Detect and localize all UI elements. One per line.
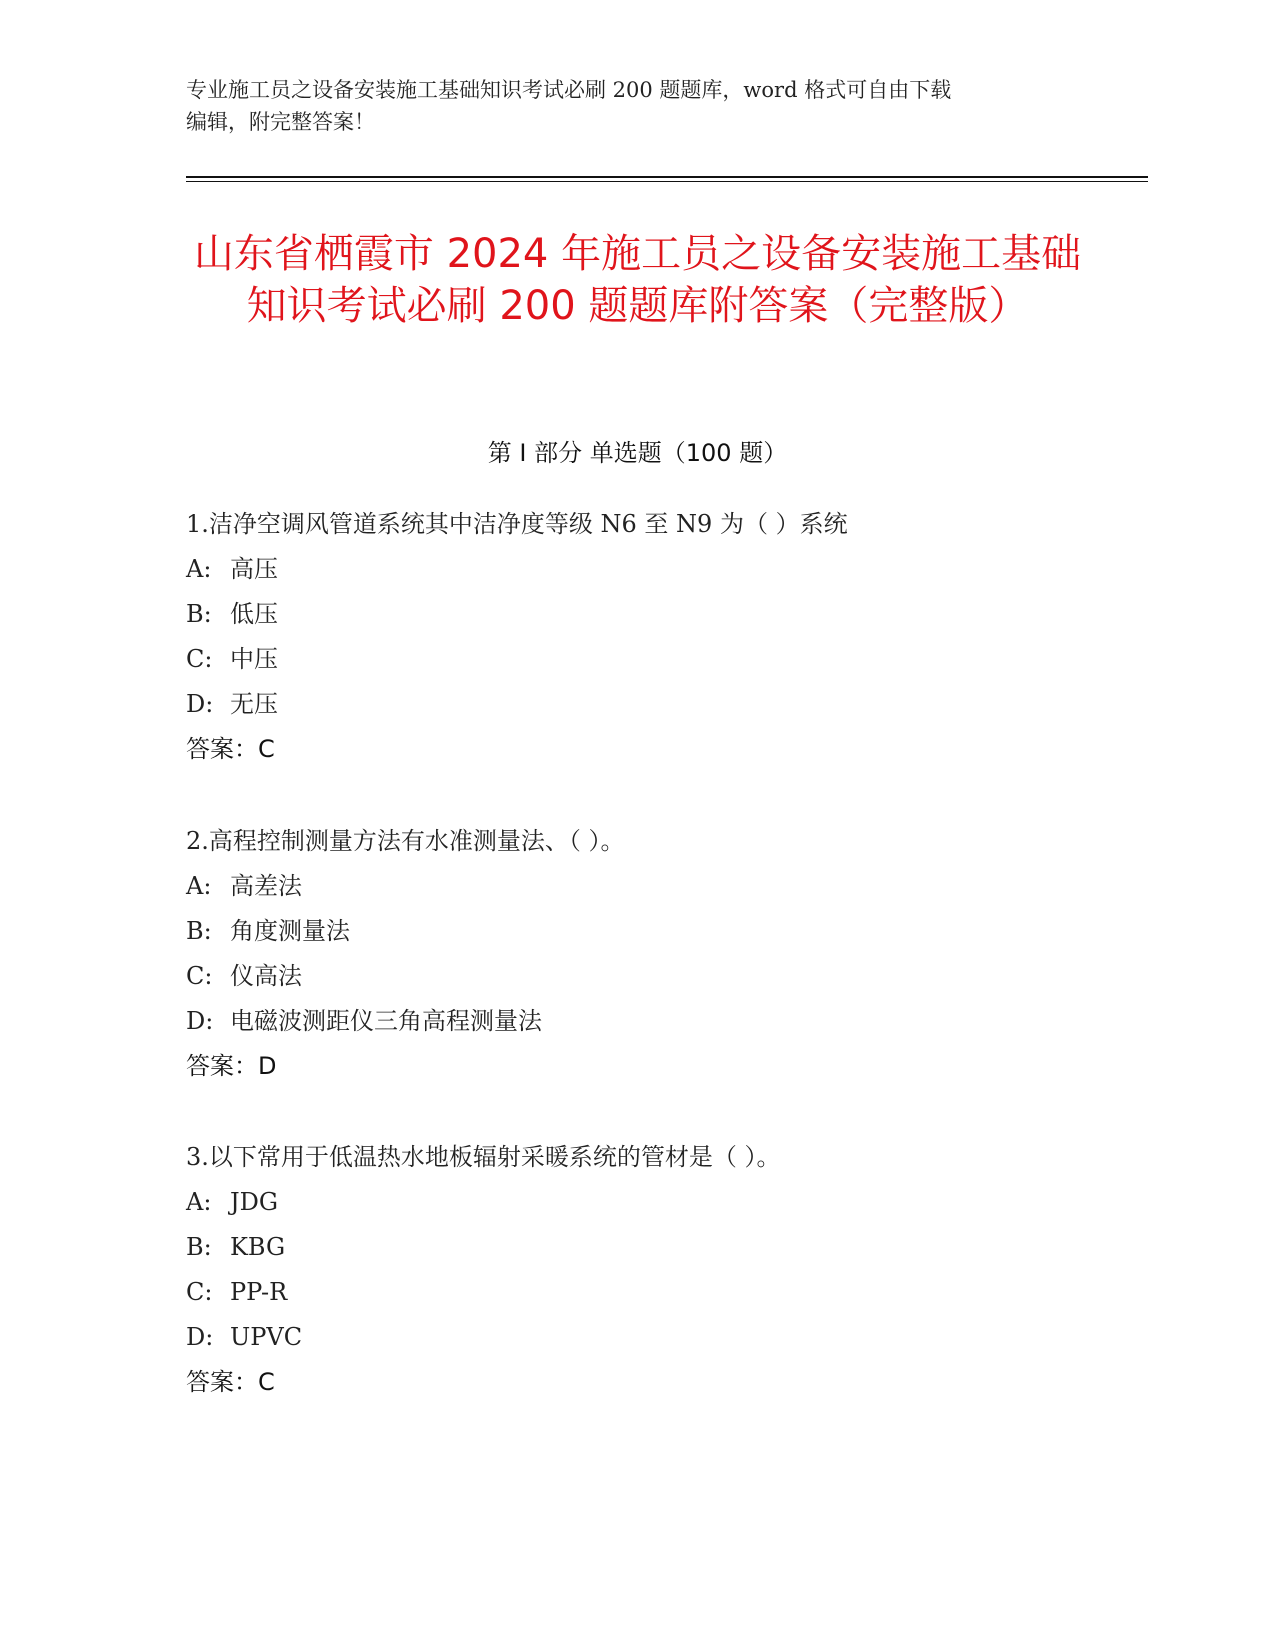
option-b [186, 1225, 1086, 1270]
option-text: 角度测量法 [230, 917, 350, 945]
document-title: 山东省栖霞市 2024 年施工员之设备安装施工基础知识考试必刷 200 题题库附答案（完整版） [193, 231, 1082, 329]
option-text: 高差法 [230, 872, 302, 900]
option-text: 无压 [230, 690, 278, 718]
header-divider-thin [186, 181, 1148, 182]
answer-value: D [258, 1052, 277, 1080]
question-stem: 3.以下常用于低温热水地板辐射采暖系统的管材是（ ）。 [186, 1143, 781, 1171]
option-letter: D: [186, 1323, 214, 1351]
answer-label: 答案： [186, 735, 258, 763]
option-d [186, 999, 1086, 1044]
option-letter: A: [186, 555, 212, 583]
option-b [186, 909, 1086, 954]
option-letter: C: [186, 1278, 213, 1306]
option-text: UPVC [230, 1323, 303, 1351]
header-note: 专业施工员之设备安装施工基础知识考试必刷 200 题题库，word 格式可自由下载 编辑，附完整答案！ [186, 78, 952, 134]
option-text: PP-R [230, 1278, 288, 1306]
option-d [186, 1315, 1086, 1360]
option-letter: A: [186, 1188, 212, 1216]
option-letter: B: [186, 917, 212, 945]
option-letter: C: [186, 962, 213, 990]
answer-line [186, 727, 1086, 772]
option-a [186, 864, 1086, 909]
answer-value: C [258, 1368, 275, 1396]
answer-label: 答案： [186, 1052, 258, 1080]
option-text: 中压 [230, 645, 278, 673]
option-letter: D: [186, 1007, 214, 1035]
question-stem: 1.洁净空调风管道系统其中洁净度等级 N6 至 N9 为（ ）系统 [186, 510, 848, 538]
option-d [186, 682, 1086, 727]
header-divider [186, 176, 1148, 178]
answer-line [186, 1044, 1086, 1089]
option-text: 电磁波测距仪三角高程测量法 [230, 1007, 542, 1035]
option-text: KBG [230, 1233, 286, 1261]
option-letter: B: [186, 600, 212, 628]
option-letter: A: [186, 872, 212, 900]
option-a [186, 1180, 1086, 1225]
option-letter: D: [186, 690, 214, 718]
answer-label: 答案： [186, 1368, 258, 1396]
question-stem: 2.高程控制测量方法有水准测量法、（ ）。 [186, 827, 625, 855]
option-text: JDG [230, 1188, 279, 1216]
option-c [186, 1270, 1086, 1315]
question-3 [186, 1135, 1086, 1405]
option-text: 低压 [230, 600, 278, 628]
question-1 [186, 502, 1086, 772]
option-c [186, 954, 1086, 999]
question-2 [186, 819, 1086, 1089]
section-heading: 第 I 部分 单选题（100 题） [487, 439, 788, 467]
option-b [186, 592, 1086, 637]
option-a [186, 547, 1086, 592]
option-text: 仪高法 [230, 962, 302, 990]
option-text: 高压 [230, 555, 278, 583]
option-letter: C: [186, 645, 213, 673]
answer-line [186, 1360, 1086, 1405]
option-letter: B: [186, 1233, 212, 1261]
answer-value: C [258, 735, 275, 763]
option-c [186, 637, 1086, 682]
